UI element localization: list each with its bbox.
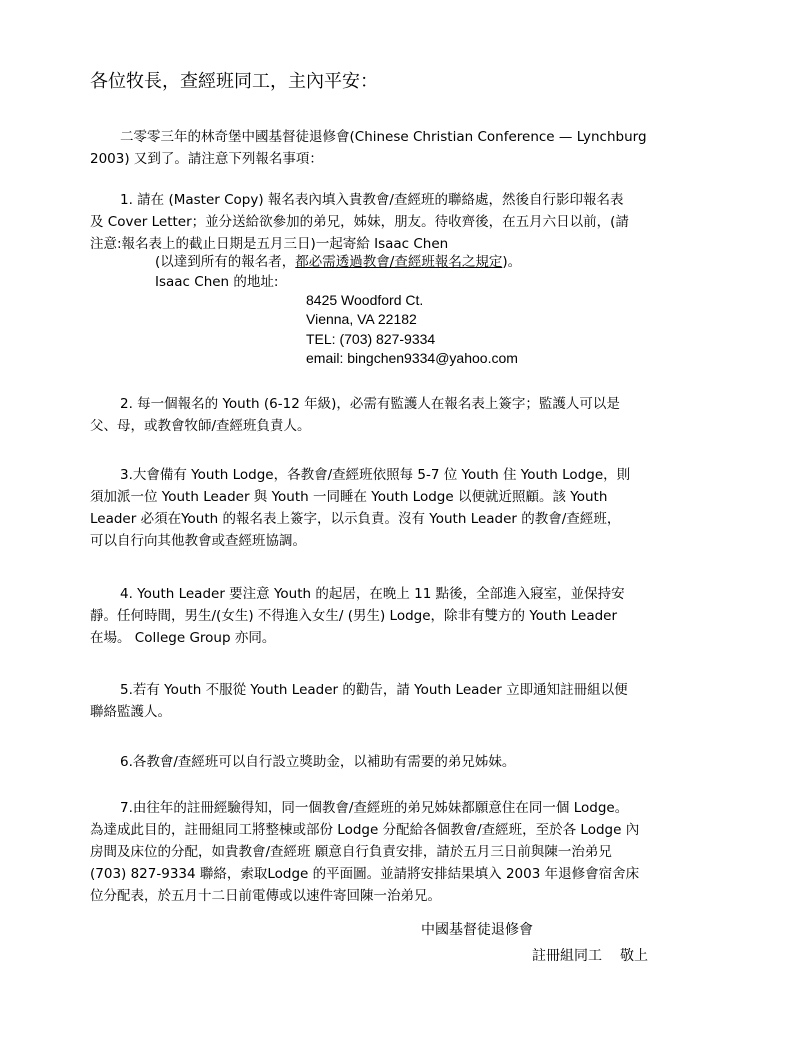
intro-line-1: 二零零三年的林奇堡中國基督徒退修會(Chinese Christian Conference — Lynchburg: [120, 129, 647, 145]
item-1-paragraph: [90, 189, 722, 255]
greeting: 各位牧長，查經班同工，主內平安：: [90, 71, 378, 92]
item-1-note-underlined: 都必需透過教會/查經班報名之規定: [295, 254, 503, 270]
address-street: 8425 Woodford Ct.: [306, 292, 424, 308]
item-7-line-2: 為達成此目的，註冊組同工將整棟或部份 Lodge 分配給各個教會/查經班，至於各 Lodge 內: [90, 822, 640, 838]
intro-paragraph: [90, 126, 722, 170]
item-3-line-3: Leader 必須在Youth 的報名表上簽字，以示負責。沒有 Youth Leader 的教會/查經班，: [90, 511, 621, 527]
signature-org: 中國基督徒退修會: [421, 922, 533, 938]
item-5-line-2: 聯絡監護人。: [90, 704, 171, 720]
address-label: Isaac Chen 的地址:: [155, 274, 279, 290]
item-1-line-3: 注意:報名表上的截止日期是五月三日)一起寄給 Isaac Chen: [90, 236, 449, 252]
signature-line: [532, 946, 648, 966]
item-3-line-4: 可以自行向其他教會或查經班協調。: [90, 533, 306, 549]
item-4-line-3: 在場。 College Group 亦同。: [90, 630, 276, 646]
address-city: Vienna, VA 22182: [306, 311, 417, 328]
item-7-paragraph: [90, 797, 722, 907]
item-1-note-prefix: (以達到所有的報名者，: [155, 254, 296, 270]
item-7-line-1: 7.由往年的註冊經驗得知，同一個教會/查經班的弟兄姊妹都願意住在同一個 Lodge。: [120, 800, 629, 816]
item-4-line-1: 4. Youth Leader 要注意 Youth 的起居，在晚上 11 點後，全部進入寢室，並保持安: [120, 586, 625, 602]
address-tel: TEL: (703) 827-9334: [306, 330, 436, 347]
item-3-paragraph: [90, 464, 722, 552]
mailing-address: [306, 291, 518, 368]
item-7-line-4: (703) 827-9334 聯絡，索取Lodge 的平面圖。並請將安排結果填入 2003 年退修會宿舍床: [90, 866, 640, 882]
item-1-note-suffix: )。: [502, 254, 522, 270]
signature-closing: 敬上: [620, 948, 648, 964]
item-7-line-5: 位分配表，於五月十二日前電傳或以速件寄回陳一治弟兄。: [90, 888, 441, 904]
item-2-line-2: 父、母，或教會牧師/查經班負責人。: [90, 418, 311, 434]
item-6-line-1: 6.各教會/查經班可以自行設立獎助金，以補助有需要的弟兄姊妹。: [120, 754, 516, 770]
item-3-line-2: 須加派一位 Youth Leader 與 Youth 一同睡在 Youth Lodge 以便就近照顧。該 Youth: [90, 489, 608, 505]
item-4-line-2: 靜。任何時間，男生/(女生) 不得進入女生/ (男生) Lodge，除非有雙方的 Youth Leader: [90, 608, 618, 624]
item-4-paragraph: [90, 583, 722, 649]
item-1-note: [155, 252, 521, 272]
item-5-paragraph: [90, 679, 722, 723]
item-7-line-3: 房間及床位的分配，如貴教會/查經班 願意自行負責安排，請於五月三日前與陳一治弟兄: [90, 844, 612, 860]
item-5-line-1: 5.若有 Youth 不服從 Youth Leader 的勸告，請 Youth Leader 立即通知註冊組以便: [120, 682, 628, 698]
item-2-line-1: 2. 每一個報名的 Youth (6-12 年級)，必需有監護人在報名表上簽字；監護人可以是: [120, 396, 620, 412]
intro-line-2: 2003) 又到了。請注意下列報名事項：: [90, 151, 323, 167]
item-1-line-2: 及 Cover Letter；並分送給欲參加的弟兄，姊妹，朋友。待收齊後，在五月六日以前，(請: [90, 214, 629, 230]
item-3-line-1: 3.大會備有 Youth Lodge，各教會/查經班依照每 5-7 位 Youth 住 Youth Lodge，則: [120, 467, 631, 483]
item-1-line-1: 1. 請在 (Master Copy) 報名表內填入貴教會/查經班的聯絡處，然後自行影印報名表: [120, 192, 624, 208]
address-email: email: bingchen9334@yahoo.com: [306, 349, 518, 366]
signature-team: 註冊組同工: [532, 948, 602, 964]
item-2-paragraph: [90, 393, 722, 437]
item-6-paragraph: [90, 751, 722, 773]
